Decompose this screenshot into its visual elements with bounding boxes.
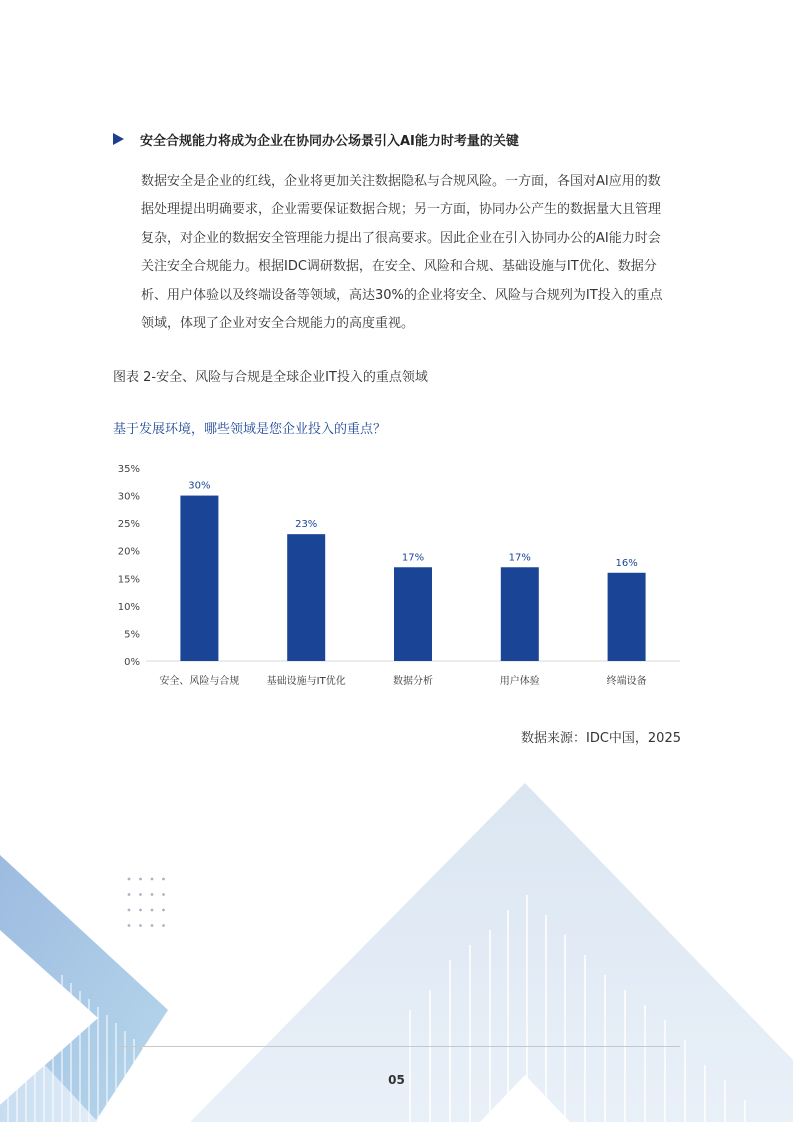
section-heading-text: 安全合规能力将成为企业在协同办公场景引入AI能力时考量的关键 [140,133,519,149]
x-tick-label: 基础设施与IT优化 [266,676,346,687]
y-tick-label: 20% [117,546,140,558]
y-tick-label: 25% [117,519,140,531]
y-tick-label: 5% [124,629,140,641]
bar [608,573,646,661]
bar [180,496,218,661]
section-heading [113,128,519,150]
body-paragraph [141,168,681,338]
data-label: 17% [508,552,531,564]
data-label: 16% [615,557,638,569]
data-label: 30% [188,480,211,492]
data-source: 数据来源：IDC中国，2025 [520,731,681,746]
y-tick-label: 30% [117,491,140,503]
paragraph-line: 复杂，对企业的数据安全管理能力提出了很高要求。因此企业在引入协同办公的AI能力时会 [141,230,661,246]
data-label: 17% [401,552,425,564]
chart-question: 基于发展环境，哪些领域是您企业投入的重点？ [113,422,387,437]
bar [394,567,432,661]
y-tick-label: 10% [117,601,140,613]
x-tick-label: 终端设备 [606,676,647,687]
y-tick-label: 15% [117,574,140,586]
triangle-bullet-icon [113,133,124,145]
figure-caption: 图表 2-安全、风险与合规是全球企业IT投入的重点领域 [113,370,428,385]
y-tick-label: 0% [124,657,140,668]
x-tick-label: 用户体验 [499,676,540,687]
paragraph-line: 据处理提出明确要求，企业需要保证数据合规；另一方面，协同办公产生的数据量大且管理 [141,202,662,218]
paragraph-line: 析、用户体验以及终端设备等领域，高达30%的企业将安全、风险与合规列为IT投入的重点 [141,287,663,303]
paragraph-line: 数据安全是企业的红线，企业将更加关注数据隐私与合规风险。一方面，各国对AI应用的数 [141,174,661,189]
bar [287,534,325,661]
x-tick-label: 安全、风险与合规 [159,676,240,687]
paragraph-line: 领域，体现了企业对安全合规能力的高度重视。 [141,316,415,332]
data-label: 23% [295,519,318,531]
bar-chart [100,455,700,695]
bar [501,567,539,661]
y-tick-label: 35% [117,464,140,475]
paragraph-line: 关注安全合规能力。根据IDC调研数据，在安全、风险和合规、基础设施与IT优化、数据分 [141,259,657,275]
footer-divider [117,1046,680,1047]
x-tick-label: 数据分析 [393,676,433,687]
page-number: 05 [388,1073,405,1087]
